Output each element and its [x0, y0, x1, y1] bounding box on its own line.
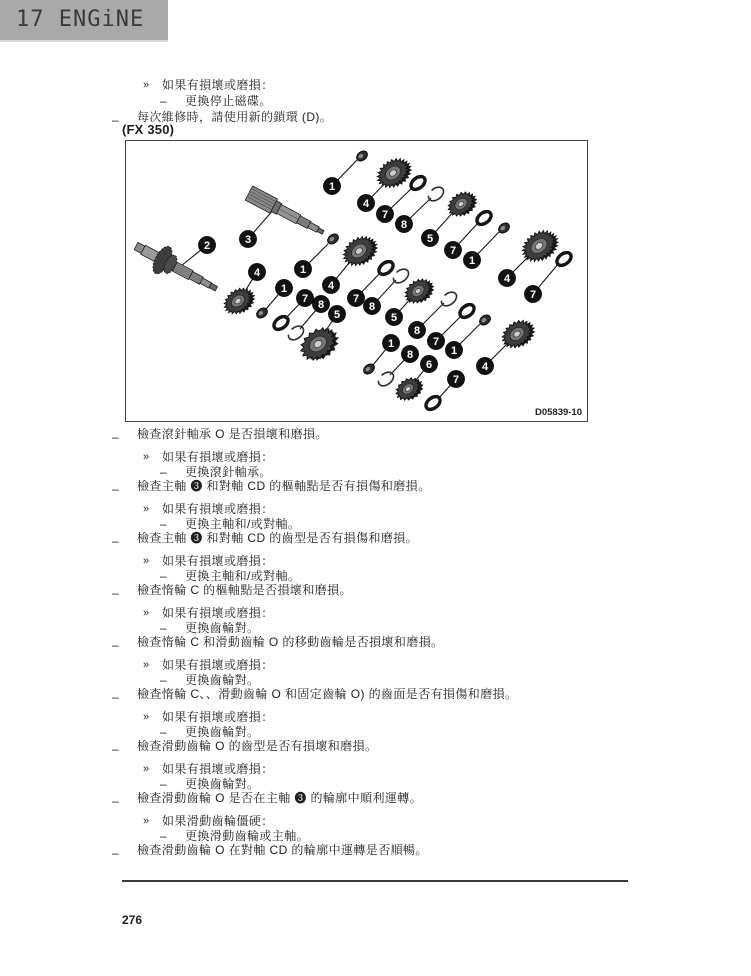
gear-icon — [338, 229, 384, 274]
figure-callout-2 — [198, 236, 215, 253]
figure-callout-3 — [239, 230, 256, 247]
list-marker: – — [112, 482, 120, 496]
figure-callout-1 — [323, 177, 340, 194]
figure-callout-7 — [347, 289, 364, 306]
list-item — [160, 517, 642, 531]
washer-icon — [408, 174, 427, 192]
list-text: 如果有損壞或磨損： — [162, 450, 274, 464]
list-marker: – — [160, 829, 168, 843]
figure-callout-1 — [294, 260, 311, 277]
list-item — [143, 814, 642, 828]
svg-text:1: 1 — [280, 282, 288, 295]
figure-callout-7 — [444, 241, 461, 258]
washer-icon — [271, 314, 290, 332]
list-text: 檢查主軸 ❸ 和對軸 CD 的齒型是否有損傷和磨損。 — [137, 531, 419, 545]
svg-text:7: 7 — [352, 292, 360, 305]
list-marker: – — [112, 794, 120, 808]
svg-text:7: 7 — [301, 292, 309, 305]
footer-divider — [122, 880, 628, 882]
svg-text:4: 4 — [481, 360, 489, 373]
list-item — [112, 843, 642, 860]
list-item — [160, 569, 642, 583]
list-item — [160, 777, 642, 791]
figure-callout-4 — [498, 269, 515, 286]
list-text: 如果有損壞或磨損： — [162, 710, 274, 724]
intro-list — [112, 69, 642, 126]
list-marker: – — [160, 673, 168, 687]
figure-callout-7 — [427, 332, 444, 349]
gear-icon — [497, 313, 541, 356]
svg-text:7: 7 — [449, 244, 457, 257]
figure-callout-7 — [296, 289, 313, 306]
list-text: 更換主軸和/或對軸。 — [185, 569, 301, 583]
list-item — [160, 673, 642, 687]
bushing-icon — [497, 221, 512, 235]
list-marker: – — [160, 621, 168, 635]
list-text: 每次維修時，請使用新的鎖環 (D)。 — [137, 110, 333, 124]
list-marker: » — [143, 503, 150, 515]
svg-text:4: 4 — [253, 266, 261, 279]
list-marker: – — [112, 430, 120, 444]
list-marker: » — [143, 555, 150, 567]
washer-icon — [554, 250, 573, 268]
figure-callout-5 — [421, 229, 438, 246]
list-marker: – — [112, 690, 120, 704]
figure-callout-5 — [385, 308, 402, 325]
list-marker: – — [160, 94, 168, 108]
svg-text:4: 4 — [327, 279, 335, 292]
list-item — [112, 635, 642, 652]
list-text: 如果有損壞或磨損： — [162, 658, 274, 672]
svg-text:1: 1 — [299, 263, 307, 276]
svg-text:7: 7 — [432, 335, 440, 348]
list-marker: – — [160, 569, 168, 583]
list-text: 更換齒輪對。 — [185, 725, 260, 739]
list-item — [143, 502, 642, 516]
svg-text:1: 1 — [468, 254, 476, 267]
main-shaft — [245, 186, 327, 240]
list-item — [160, 621, 642, 635]
list-marker: » — [143, 451, 150, 463]
svg-text:5: 5 — [426, 232, 434, 245]
figure-callout-7 — [447, 370, 464, 387]
svg-text:5: 5 — [333, 308, 341, 321]
figure-callout-1 — [275, 279, 292, 296]
list-text: 更換齒輪對。 — [185, 673, 260, 687]
list-item — [160, 465, 642, 479]
list-text: 檢查滑動齒輪 O 是否在主軸 ❸ 的輪廓中順利運轉。 — [137, 791, 423, 805]
list-marker: – — [112, 534, 120, 548]
gear-icon — [391, 371, 428, 406]
list-text: 如果有損壞或磨損： — [162, 502, 274, 516]
washer-icon — [457, 302, 476, 320]
list-marker: – — [112, 113, 120, 127]
figure-callout-4 — [322, 276, 339, 293]
list-item — [143, 78, 642, 92]
list-text: 檢查主軸 ❸ 和對軸 CD 的樞軸點是否有損傷和磨損。 — [137, 479, 431, 493]
svg-text:7: 7 — [381, 208, 389, 221]
svg-text:3: 3 — [244, 233, 252, 246]
transmission-exploded-diagram — [126, 141, 585, 419]
exploded-view-figure — [125, 140, 588, 422]
list-item — [143, 762, 642, 776]
figure-callout-8 — [408, 321, 425, 338]
list-text: 檢查滑動齒輪 O 的齒型是否有損壞和磨損。 — [137, 739, 378, 753]
svg-text:4: 4 — [503, 272, 511, 285]
inspection-checklist — [112, 427, 642, 860]
bushing-icon — [355, 149, 370, 163]
list-text: 檢查滾針軸承 O 是否損壞和磨損。 — [137, 427, 328, 441]
list-marker: » — [143, 763, 150, 775]
list-item — [112, 739, 642, 756]
list-marker: – — [160, 725, 168, 739]
list-marker: » — [143, 607, 150, 619]
list-marker: – — [160, 517, 168, 531]
list-item — [160, 94, 642, 108]
list-item — [143, 450, 642, 464]
figure-callout-1 — [463, 251, 480, 268]
list-item — [112, 687, 642, 704]
figure-callout-4 — [248, 263, 265, 280]
gear-icon — [219, 281, 261, 321]
figure-callout-5 — [328, 305, 345, 322]
figure-callout-4 — [476, 357, 493, 374]
figure-code: D05839-10 — [534, 407, 582, 418]
list-item — [112, 479, 642, 496]
list-text: 更換停止磁碟。 — [185, 94, 272, 108]
list-item — [143, 606, 642, 620]
list-marker: » — [143, 659, 150, 671]
list-marker: » — [143, 79, 150, 91]
bushing-icon — [478, 313, 493, 327]
list-text: 檢查惰輪 C、、滑動齒輪 O 和固定齒輪 O) 的齒面是否有損傷和磨損。 — [137, 687, 518, 701]
list-text: 檢查惰輪 C 的樞軸點是否損壞和磨損。 — [137, 583, 352, 597]
washer-icon — [376, 259, 395, 277]
list-text: 檢查滑動齒輪 O 在對軸 CD 的輪廓中運轉是否順暢。 — [137, 843, 428, 857]
list-item — [160, 829, 642, 843]
list-text: 如果有損壞或磨損： — [162, 78, 274, 92]
list-text: 檢查惰輪 C 和滑動齒輪 O 的移動齒輪是否損壞和磨損。 — [137, 635, 444, 649]
list-marker: – — [160, 465, 168, 479]
page-number: 276 — [122, 913, 143, 927]
svg-text:8: 8 — [406, 348, 414, 361]
washer-icon — [474, 209, 493, 227]
svg-text:7: 7 — [529, 288, 537, 301]
circlip-icon — [286, 323, 306, 342]
list-marker: – — [160, 777, 168, 791]
figure-callout-8 — [312, 295, 329, 312]
washer-icon — [423, 394, 442, 412]
list-item — [143, 710, 642, 724]
figure-callout-8 — [363, 297, 380, 314]
list-text: 更換主軸和/或對軸。 — [185, 517, 301, 531]
list-item — [112, 531, 642, 548]
svg-text:5: 5 — [390, 311, 398, 324]
figure-callout-1 — [445, 341, 462, 358]
svg-text:6: 6 — [425, 358, 433, 371]
svg-text:1: 1 — [387, 337, 395, 350]
list-text: 更換齒輪對。 — [185, 777, 260, 791]
figure-callout-7 — [376, 205, 393, 222]
svg-text:7: 7 — [452, 373, 460, 386]
list-item — [112, 583, 642, 600]
list-item — [160, 725, 642, 739]
svg-text:8: 8 — [317, 298, 325, 311]
list-marker: – — [112, 846, 120, 860]
list-item — [143, 658, 642, 672]
figure-callout-8 — [401, 345, 418, 362]
list-marker: – — [112, 586, 120, 600]
list-item — [112, 427, 642, 444]
figure-callout-8 — [395, 215, 412, 232]
svg-text:8: 8 — [400, 218, 408, 231]
svg-text:8: 8 — [413, 324, 421, 337]
list-text: 如果有損壞或磨損： — [162, 606, 274, 620]
list-marker: » — [143, 711, 150, 723]
chapter-title: 17 ENGiNE — [16, 7, 145, 32]
list-text: 更換滾針軸承。 — [185, 465, 272, 479]
figure-model-heading: (FX 350) — [122, 122, 175, 137]
list-item — [143, 554, 642, 568]
list-marker: » — [143, 815, 150, 827]
list-text: 如果有損壞或磨損： — [162, 554, 274, 568]
svg-text:2: 2 — [203, 239, 211, 252]
list-text: 更換齒輪對。 — [185, 621, 260, 635]
list-text: 更換滑動齒輪或主軸。 — [185, 829, 310, 843]
list-marker: – — [112, 638, 120, 652]
list-marker: – — [112, 742, 120, 756]
list-text: 如果有損壞或磨損： — [162, 762, 274, 776]
figure-callout-7 — [524, 285, 541, 302]
svg-text:4: 4 — [362, 197, 370, 210]
figure-callout-6 — [420, 355, 437, 372]
svg-text:1: 1 — [328, 180, 336, 193]
list-text: 如果滑動齒輪僵硬： — [162, 814, 274, 828]
svg-text:8: 8 — [368, 300, 376, 313]
list-item — [112, 110, 642, 127]
figure-callout-4 — [357, 194, 374, 211]
list-item — [112, 791, 642, 808]
svg-text:1: 1 — [450, 344, 458, 357]
figure-callout-1 — [382, 334, 399, 351]
